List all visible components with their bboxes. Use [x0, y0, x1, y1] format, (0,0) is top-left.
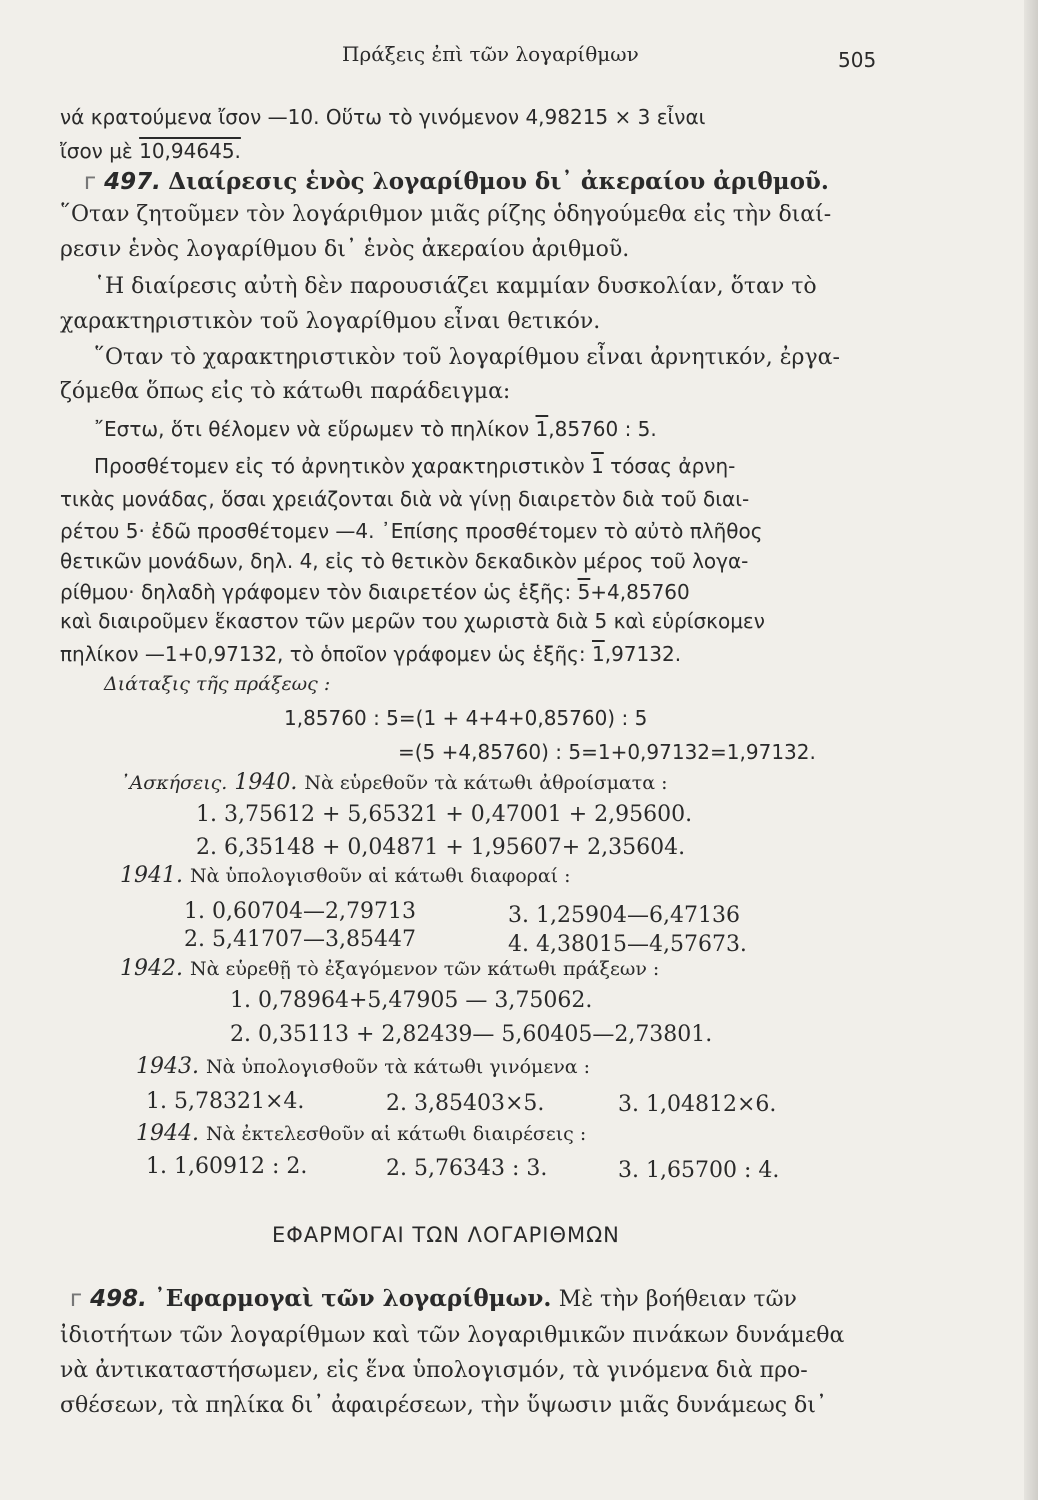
paragraph-line: ῞Οταν ζητοῦμεν τὸν λογάριθμον μιᾶς ρίζης ὁδηγούμεθα εἰς τὴν διαί- — [60, 202, 832, 227]
text-fragment: +4,85760 — [590, 580, 690, 604]
text-fragment: Προσθέτομεν εἰς τό ἀρνητικὸν χαρακτηριστικὸν — [94, 454, 592, 478]
text-fragment: τόσας ἀρνη- — [603, 454, 736, 478]
text-fragment: νά κρατούμενα ἴσον —10. Οὕτω τὸ γινόμενον — [60, 105, 526, 129]
paragraph-line — [60, 640, 681, 668]
exercise-item: 1. 0,78964+5,47905 — 3,75062. — [230, 988, 593, 1013]
exercise-text: Νὰ ὑπολογισθοῦν τὰ κάτωθι γινόμενα : — [205, 1056, 591, 1078]
exercise-1942-heading — [120, 955, 659, 983]
overlined-digit: 1 — [591, 454, 604, 478]
page-number: 505 — [838, 48, 877, 72]
overlined-digit: 1 — [591, 642, 605, 666]
paragraph-line — [94, 452, 735, 480]
exercise-1941-heading — [120, 862, 571, 890]
exercise-number: 1943. — [136, 1054, 199, 1079]
margin-mark: ᴦ — [70, 1287, 83, 1312]
text-fragment: πηλίκον —1+0,97132, τὸ ὁποῖον γράφομεν ὡς ἑξῆς: — [60, 642, 592, 666]
text-fragment: ἴσον μὲ — [60, 139, 140, 163]
exercise-number: 1942. — [120, 956, 183, 981]
paragraph-line: ζόμεθα ὅπως εἰς τὸ κάτωθι παράδειγμα: — [60, 379, 511, 404]
text-fragment: 4,98215 × 3 εἶναι — [525, 105, 706, 129]
text-fragment: ,97132. — [604, 642, 682, 666]
equation-line: =(5 +4,85760) : 5=1+0,97132=1,97132. — [398, 740, 816, 764]
exercise-item: 3. 1,04812×6. — [618, 1092, 777, 1117]
paragraph-line — [60, 578, 690, 606]
exercise-item: 2. 5,41707—3,85447 — [184, 927, 416, 952]
paragraph-line — [94, 415, 657, 443]
exercise-item: 2. 3,85403×5. — [386, 1091, 545, 1116]
paragraph-line: θετικῶν μονάδων, δηλ. 4, εἰς τὸ θετικὸν δεκαδικὸν μέρος τοῦ λογα- — [60, 549, 749, 573]
exercises-label: ᾿Ασκήσεις. — [120, 772, 228, 794]
text-fragment: Μὲ τὴν βοήθειαν τῶν — [558, 1287, 797, 1312]
section-number: 497. — [104, 169, 161, 195]
exercise-item: 2. 6,35148 + 0,04871 + 1,95607+ 2,35604. — [196, 835, 686, 860]
exercise-item: 1. 5,78321×4. — [146, 1089, 305, 1114]
exercise-number: 1944. — [136, 1121, 199, 1146]
paragraph-line: τικὰς μονάδας, ὅσαι χρειάζονται διὰ νὰ γίνῃ διαιρετὸν διὰ τοῦ διαι- — [60, 487, 750, 511]
paragraph-line: ρεσιν ἑνὸς λογαρίθμου δι᾿ ἑνὸς ἀκεραίου ἀριθμοῦ. — [60, 237, 630, 262]
paragraph-line: νὰ ἀντικαταστήσωμεν, εἰς ἕνα ὑπολογισμόν, τὰ γινόμενα διὰ προ- — [60, 1358, 808, 1383]
running-header-title: Πράξεις ἐπὶ τῶν λογαρίθμων — [342, 42, 639, 66]
diataxis-label: Διάταξις τῆς πράξεως : — [104, 673, 331, 695]
exercise-1940-heading — [120, 769, 668, 797]
page-edge-shadow — [1024, 0, 1038, 1500]
exercise-item: 2. 0,35113 + 2,82439— 5,60405—2,73801. — [230, 1022, 713, 1047]
section-title: ᾿Εφαρμογαὶ τῶν λογαρίθμων. — [154, 1285, 552, 1312]
exercise-item: 1. 1,60912 : 2. — [146, 1154, 308, 1179]
exercise-item: 1. 0,60704—2,79713 — [184, 899, 416, 924]
exercise-1944-heading — [136, 1120, 586, 1148]
exercise-number: 1941. — [120, 863, 183, 888]
exercise-1943-heading — [136, 1053, 590, 1081]
text-fragment: ρίθμου· δηλαδὴ γράφομεν τὸν διαιρετέον ὡς ἑξῆς: — [60, 580, 578, 604]
text-line — [60, 137, 241, 165]
equation-line: 1,85760 : 5=(1 + 4+4+0,85760) : 5 — [284, 706, 648, 730]
section-498-heading — [70, 1285, 797, 1314]
paragraph-line: ρέτου 5· ἐδῶ προσθέτομεν —4. ᾿Επίσης προσθέτομεν τὸ αὐτὸ πλῆθος — [60, 519, 763, 543]
exercise-text: Νὰ ἐκτελεσθοῦν αἱ κάτωθι διαιρέσεις : — [205, 1123, 587, 1145]
exercise-item: 1. 3,75612 + 5,65321 + 0,47001 + 2,95600. — [196, 802, 693, 827]
margin-mark: ᴦ — [84, 170, 97, 195]
paragraph-line: σθέσεων, τὰ πηλίκα δι᾿ ἀφαιρέσεων, τὴν ὕψωσιν μιᾶς δυνάμεως δι᾿ — [60, 1393, 827, 1418]
paragraph-line: καὶ διαιροῦμεν ἕκαστον τῶν μερῶν του χωριστὰ διὰ 5 καὶ εὑρίσκομεν — [60, 609, 765, 633]
section-title: Διαίρεσις ἑνὸς λογαρίθμου δι᾿ ἀκεραίου ἀριθμοῦ. — [168, 168, 829, 195]
text-fragment: ,85760 : 5. — [548, 417, 657, 441]
text-fragment: 10,94645. — [139, 139, 241, 163]
exercise-item: 2. 5,76343 : 3. — [386, 1156, 548, 1181]
overlined-digit: 1 — [535, 417, 549, 441]
paragraph-line: ἰδιοτήτων τῶν λογαρίθμων καὶ τῶν λογαριθμικῶν πινάκων δυνάμεθα — [60, 1323, 845, 1348]
overlined-digit: 5 — [577, 580, 591, 604]
chapter-heading: ΕΦΑΡΜΟΓΑΙ ΤΩΝ ΛΟΓΑΡΙΘΜΩΝ — [272, 1223, 620, 1247]
exercise-text: Νὰ εὑρεθῇ τὸ ἐξαγόμενον τῶν κάτωθι πράξεων : — [189, 958, 660, 980]
paragraph-line: ῾Η διαίρεσις αὐτὴ δὲν παρουσιάζει καμμίαν δυσκολίαν, ὅταν τὸ — [94, 274, 817, 299]
exercise-item: 4. 4,38015—4,57673. — [508, 932, 747, 957]
exercise-text: Νὰ ὑπολογισθοῦν αἱ κάτωθι διαφοραί : — [189, 865, 571, 887]
paragraph-line: ῞Οταν τὸ χαρακτηριστικὸν τοῦ λογαρίθμου εἶναι ἀρνητικόν, ἐργα- — [94, 345, 840, 370]
exercise-item: 3. 1,65700 : 4. — [618, 1158, 780, 1183]
text-fragment: ῎Εστω, ὅτι θέλομεν νὰ εὕρωμεν τὸ πηλίκον — [94, 417, 536, 441]
section-number: 498. — [90, 1286, 147, 1312]
text-line — [60, 103, 705, 131]
section-497-heading — [84, 168, 829, 197]
paragraph-line: χαρακτηριστικὸν τοῦ λογαρίθμου εἶναι θετικόν. — [60, 309, 601, 334]
exercise-number: 1940. — [234, 770, 298, 795]
exercise-item: 3. 1,25904—6,47136 — [508, 903, 740, 928]
exercise-text: Νὰ εὑρεθοῦν τὰ κάτωθι ἀθροίσματα : — [304, 772, 668, 794]
